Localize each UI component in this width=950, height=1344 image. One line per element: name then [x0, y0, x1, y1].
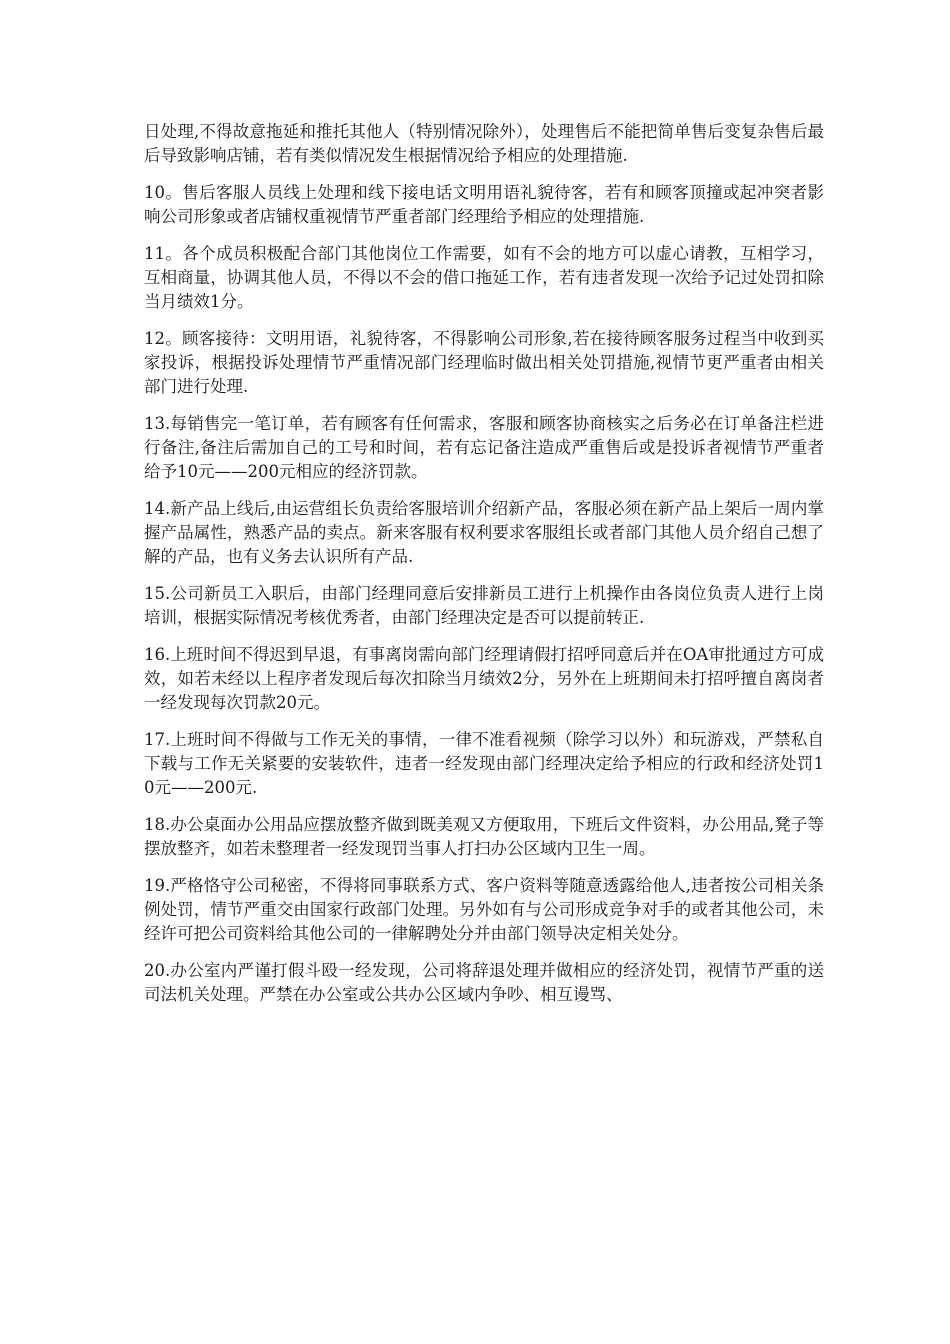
paragraph-rule-20: 20.办公室内严谨打假斗殴一经发现，公司将辞退处理并做相应的经济处罚，视情节严重的送司法机关处理。严禁在办公室或公共办公区域内争吵、相互谩骂、 — [144, 961, 824, 1004]
paragraph-rule-15: 15.公司新员工入职后，由部门经理同意后安排新员工进行上机操作由各岗位负责人进行上岗培训，根据实际情况考核优秀者，由部门经理决定是否可以提前转正. — [144, 584, 824, 627]
paragraph-rule-17: 17.上班时间不得做与工作无关的事情，一律不准看视频（除学习以外）和玩游戏，严禁私自下载与工作无关紧要的安装软件，违者一经发现由部门经理决定给予相应的行政和经济处罚10元——200元. — [144, 730, 824, 797]
paragraph-rule-11: 11。各个成员积极配合部门其他岗位工作需要，如有不会的地方可以虚心请教，互相学习，互相商量，协调其他人员，不得以不会的借口拖延工作，若有违者发现一次给予记过处罚扣除当月绩效1分。 — [144, 244, 824, 311]
paragraph-rule-13: 13.每销售完一笔订单，若有顾客有任何需求，客服和顾客协商核实之后务必在订单备注栏进行备注,备注后需加自己的工号和时间，若有忘记备注造成严重售后或是投诉者视情节严重者给予10元——200元相应的经济罚款。 — [144, 414, 824, 481]
paragraph-rule-19: 19.严格恪守公司秘密，不得将同事联系方式、客户资料等随意透露给他人,违者按公司相关条例处罚，情节严重交由国家行政部门处理。另外如有与公司形成竞争对手的或者其他公司，未经许可把公司资料给其他公司的一律解聘处分并由部门领导决定相关处分。 — [144, 876, 824, 943]
paragraph-continuation: 日处理,不得故意拖延和推托其他人（特别情况除外），处理售后不能把简单售后变复杂售后最后导致影响店铺，若有类似情况发生根据情况给予相应的处理措施. — [144, 122, 824, 165]
paragraph-rule-12: 12。顾客接待：文明用语，礼貌待客，不得影响公司形象,若在接待顾客服务过程当中收到买家投诉，根据投诉处理情节严重情况部门经理临时做出相关处罚措施,视情节更严重者由相关部门进行处理. — [144, 329, 824, 396]
paragraph-rule-14: 14.新产品上线后,由运营组长负责给客服培训介绍新产品，客服必须在新产品上架后一周内掌握产品属性，熟悉产品的卖点。新来客服有权利要求客服组长或者部门其他人员介绍自己想了解的产品，也有义务去认识所有产品. — [144, 499, 824, 566]
paragraph-rule-18: 18.办公桌面办公用品应摆放整齐做到既美观又方便取用，下班后文件资料，办公用品,凳子等摆放整齐，如若未整理者一经发现罚当事人打扫办公区域内卫生一周。 — [144, 815, 824, 858]
document-body — [144, 120, 824, 1020]
paragraph-rule-16: 16.上班时间不得迟到早退，有事离岗需向部门经理请假打招呼同意后并在OA审批通过方可成效，如若未经以上程序者发现后每次扣除当月绩效2分，另外在上班期间未打招呼擅自离岗者一经发现每次罚款20元。 — [144, 645, 824, 712]
paragraph-rule-10: 10。售后客服人员线上处理和线下接电话文明用语礼貌待客，若有和顾客顶撞或起冲突者影响公司形象或者店铺权重视情节严重者部门经理给予相应的处理措施. — [144, 183, 824, 226]
